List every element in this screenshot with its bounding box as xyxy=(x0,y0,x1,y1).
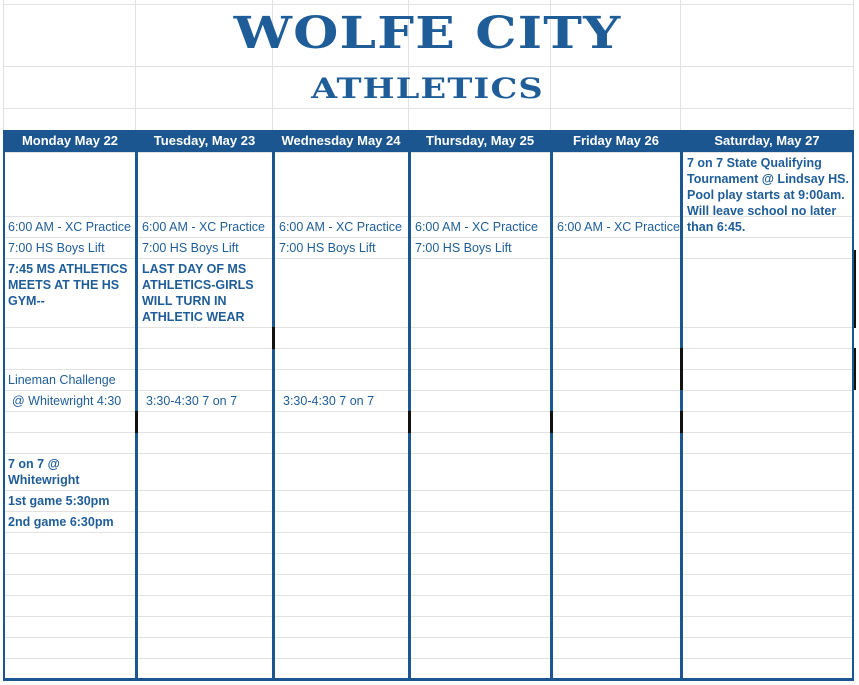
cell-wednesday-lift[interactable]: 7:00 HS Boys Lift xyxy=(279,241,376,255)
cell-saturday-tournament[interactable]: 7 on 7 State Qualifying Tournament @ Lindsay HS. Pool play starts at 9:00am. Will leave school no later than 6:45. xyxy=(687,156,849,234)
cell-friday-practice[interactable]: 6:00 AM - XC Practice xyxy=(557,220,680,234)
cell-thursday-lift[interactable]: 7:00 HS Boys Lift xyxy=(415,241,512,255)
cell-tuesday-7on7[interactable]: 3:30-4:30 7 on 7 xyxy=(146,394,238,408)
column-separator xyxy=(272,130,275,681)
grid-row-line xyxy=(3,616,854,617)
grid-row-line xyxy=(3,258,854,259)
grid-row-line xyxy=(3,595,854,596)
column-separator xyxy=(680,130,683,681)
cell-border-mark xyxy=(272,327,275,349)
cell-thursday-practice[interactable]: 6:00 AM - XC Practice xyxy=(415,220,538,234)
grid-row-line xyxy=(3,390,854,391)
grid-row-line xyxy=(3,348,854,349)
cell-monday-practice[interactable]: 6:00 AM - XC Practice xyxy=(8,220,131,234)
cell-border-mark xyxy=(135,411,138,433)
cell-border-mark xyxy=(680,411,683,433)
grid-row-line xyxy=(3,152,854,153)
grid-row-line xyxy=(3,4,854,5)
cell-wednesday-7on7[interactable]: 3:30-4:30 7 on 7 xyxy=(283,394,375,408)
cell-tuesday-last-day[interactable]: LAST DAY OF MS ATHLETICS-GIRLS WILL TURN IN ATHLETIC WEAR xyxy=(142,262,254,324)
column-separator xyxy=(550,130,553,681)
day-header-friday[interactable]: Friday May 26 xyxy=(573,133,659,148)
cell-border-mark xyxy=(408,411,411,433)
column-separator xyxy=(408,130,411,681)
cell-wednesday-practice[interactable]: 6:00 AM - XC Practice xyxy=(279,220,402,234)
left-border xyxy=(3,130,5,681)
column-separator xyxy=(135,130,138,681)
grid-row-line xyxy=(3,658,854,659)
day-header-row xyxy=(4,130,853,152)
right-border xyxy=(852,130,854,681)
grid-row-line xyxy=(3,411,854,412)
cell-border-mark xyxy=(550,411,553,433)
grid-row-line xyxy=(3,327,854,328)
grid-row-line xyxy=(3,369,854,370)
grid-row-line xyxy=(3,553,854,554)
cell-monday-ms-meet[interactable]: 7:45 MS ATHLETICS MEETS AT THE HS GYM-- xyxy=(8,262,128,308)
page-title: WOLFE CITY xyxy=(233,8,622,59)
cell-monday-7on7[interactable]: 7 on 7 @ Whitewright xyxy=(8,457,80,487)
grid-row-line xyxy=(3,532,854,533)
grid-row-line xyxy=(3,637,854,638)
grid-row-line xyxy=(3,432,854,433)
grid-row-line xyxy=(3,490,854,491)
day-header-saturday[interactable]: Saturday, May 27 xyxy=(714,133,820,148)
page-subtitle: ATHLETICS xyxy=(311,72,544,105)
cell-monday-game2[interactable]: 2nd game 6:30pm xyxy=(8,515,114,529)
day-header-wednesday[interactable]: Wednesday May 24 xyxy=(281,133,401,148)
grid-row-line xyxy=(3,108,854,109)
day-header-monday[interactable]: Monday May 22 xyxy=(21,133,119,148)
bottom-border xyxy=(3,678,854,681)
grid-row-line xyxy=(3,237,854,238)
grid-row-line xyxy=(3,574,854,575)
grid-row-line xyxy=(3,511,854,512)
cell-monday-game1[interactable]: 1st game 5:30pm xyxy=(8,494,110,508)
grid-row-line xyxy=(3,66,854,67)
cell-border-mark xyxy=(680,348,683,390)
cell-tuesday-lift[interactable]: 7:00 HS Boys Lift xyxy=(142,241,239,255)
day-header-thursday[interactable]: Thursday, May 25 xyxy=(425,133,535,148)
cell-monday-lift[interactable]: 7:00 HS Boys Lift xyxy=(8,241,105,255)
cell-monday-lineman[interactable]: Lineman Challenge xyxy=(8,373,116,387)
cell-monday-whitewright[interactable]: @ Whitewright 4:30 xyxy=(12,394,122,408)
day-header-tuesday[interactable]: Tuesday, May 23 xyxy=(153,133,256,148)
grid-row-line xyxy=(3,453,854,454)
cell-tuesday-practice[interactable]: 6:00 AM - XC Practice xyxy=(142,220,265,234)
